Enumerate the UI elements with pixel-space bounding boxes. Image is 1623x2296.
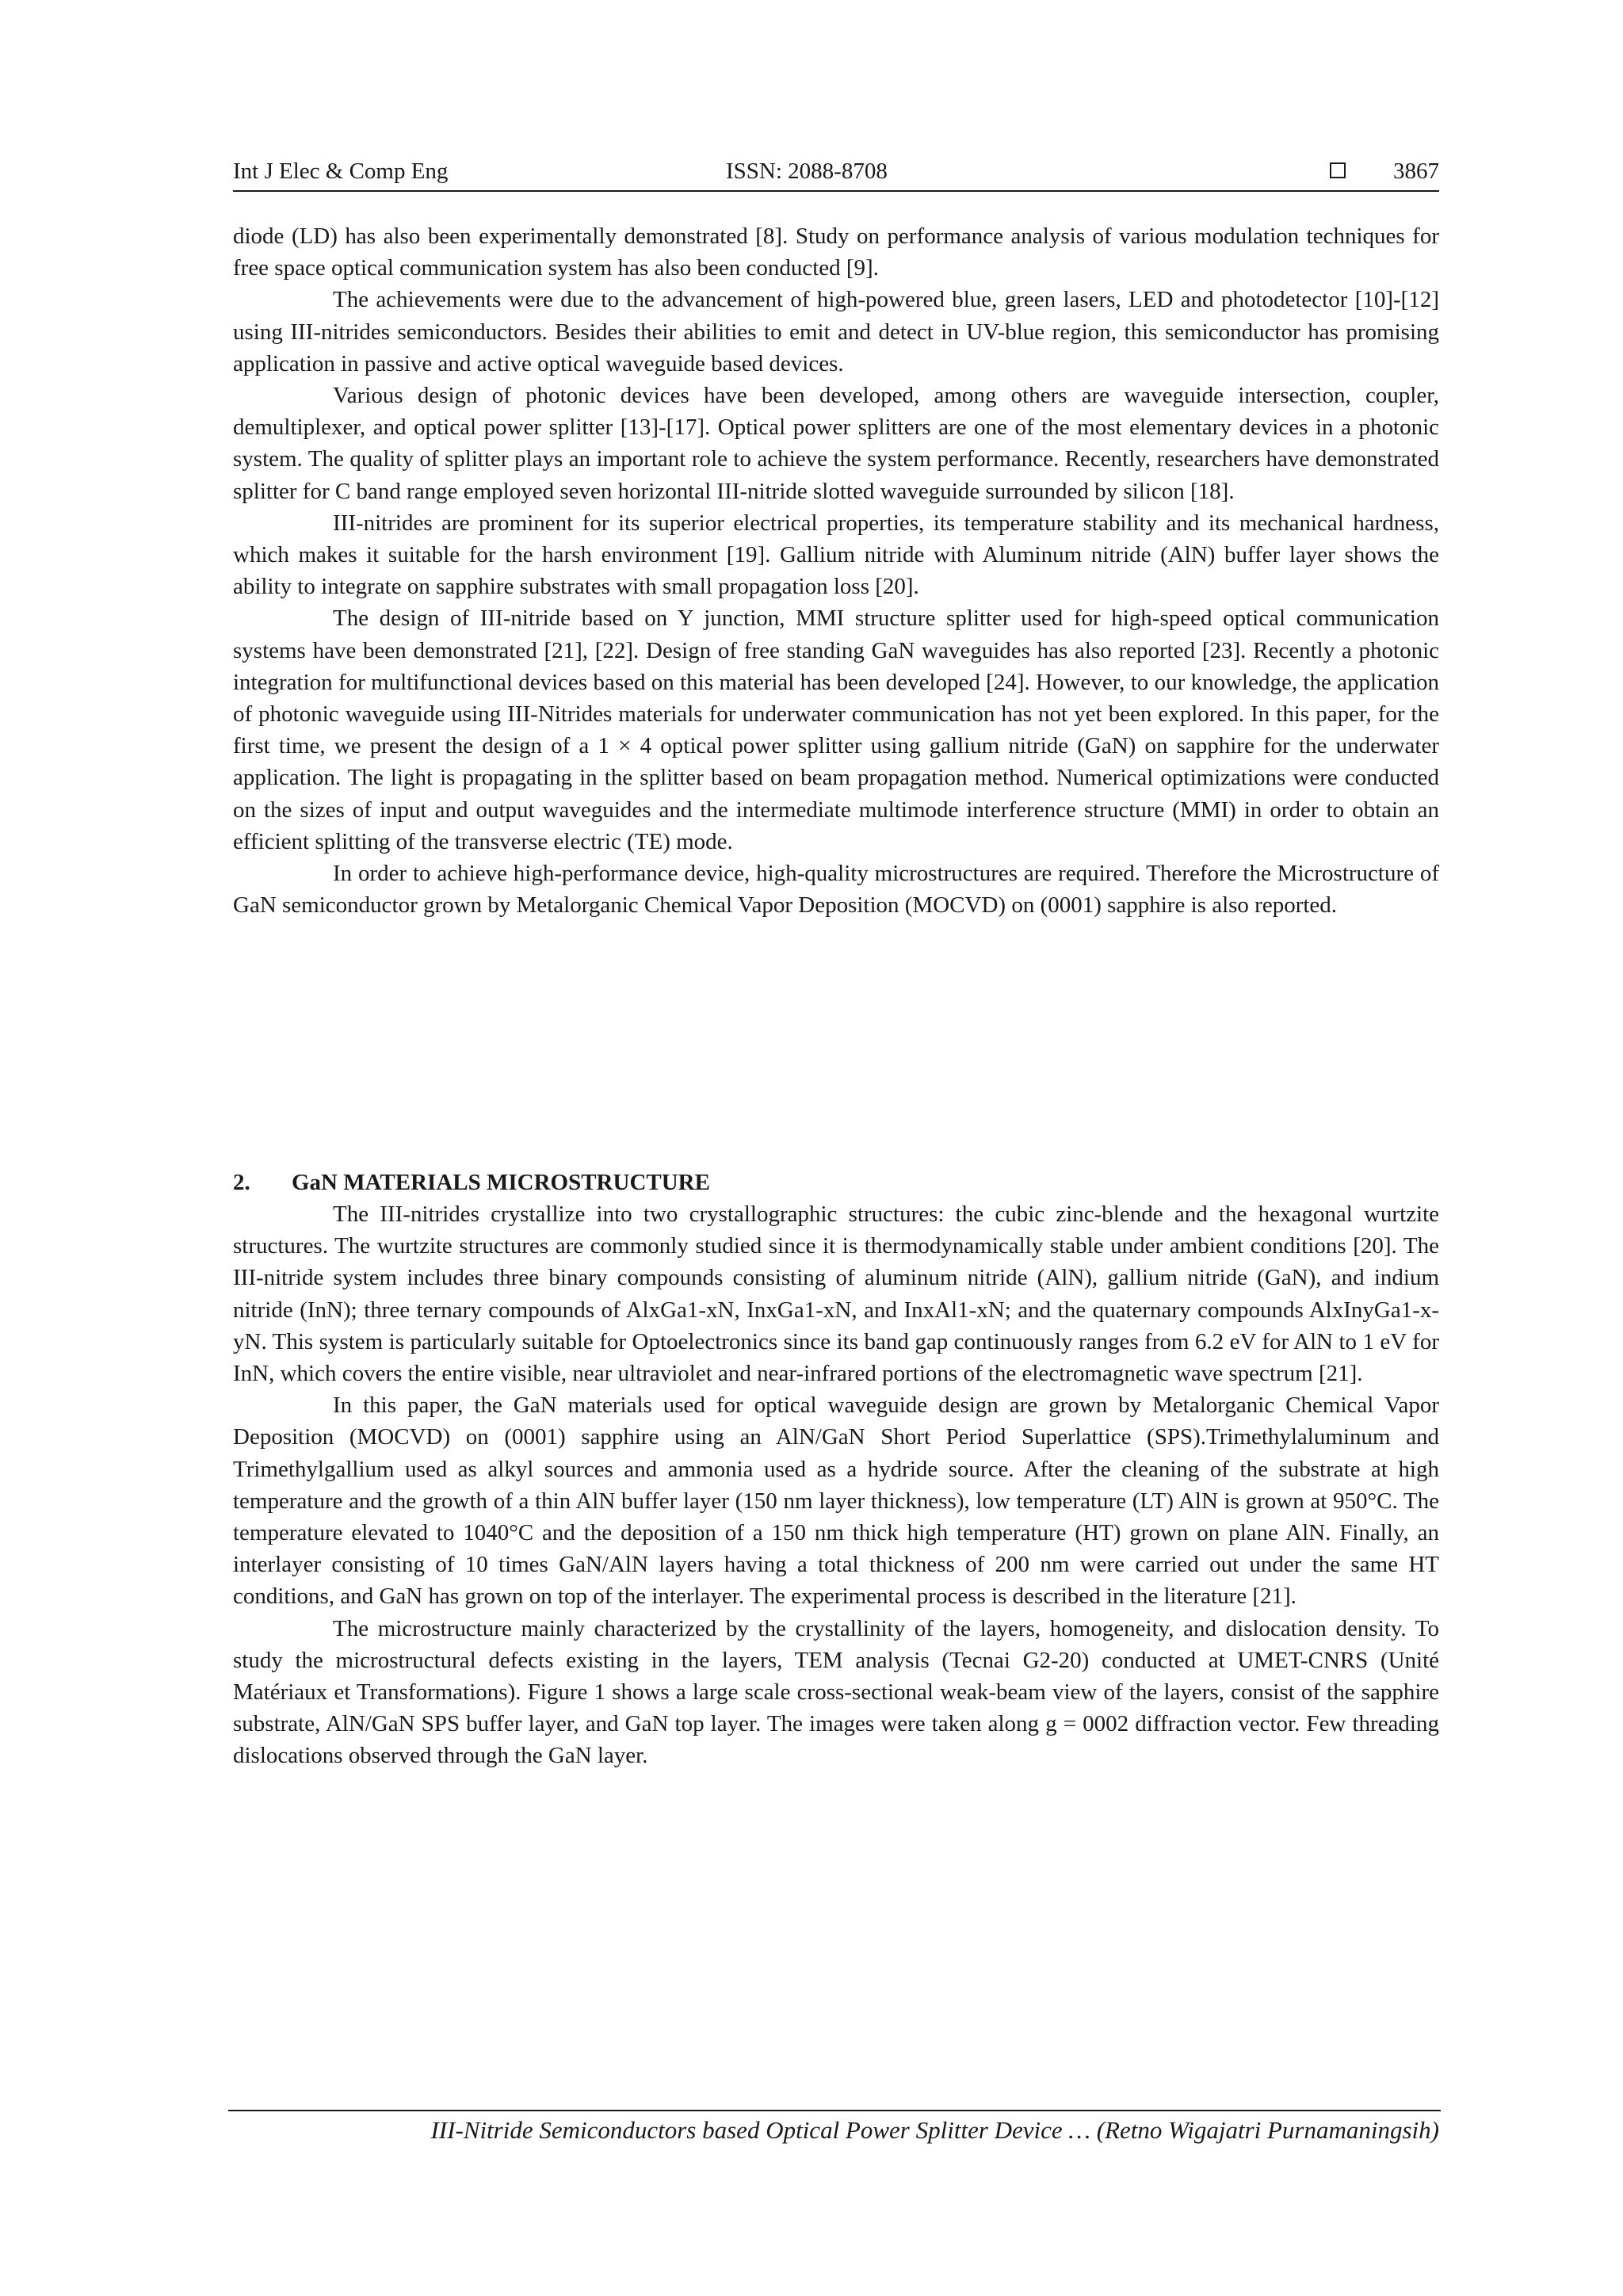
- section-title: GaN MATERIALS MICROSTRUCTURE: [292, 1170, 710, 1195]
- section-heading: [233, 1167, 1439, 1198]
- checkbox-square-icon: [1330, 162, 1346, 178]
- footer-rule: [228, 2110, 1441, 2111]
- paragraph: The design of III-nitride based on Y junction, MMI structure splitter used for high-speed optical communication systems have been demonstrated [21], [22]. Design of free standing GaN waveguides has also reported [23]. Recently a photonic integration for multifunctional devices based on this material has been developed [24]. However, to our knowledge, the application of photonic waveguide using III-Nitrides materials for underwater communication has not yet been explored. In this paper, for the first time, we present the design of a 1 × 4 optical power splitter using gallium nitride (GaN) on sapphire for the underwater application. The light is propagating in the splitter based on beam propagation method. Numerical optimizations were conducted on the sizes of input and output waveguides and the intermediate multimode interference structure (MMI) in order to obtain an efficient splitting of the transverse electric (TE) mode.: [233, 606, 1439, 854]
- paragraph: Various design of photonic devices have been developed, among others are waveguide intersection, coupler, demultiplexer, and optical power splitter [13]-[17]. Optical power splitters are one of the most elementary devices in a photonic system. The quality of splitter plays an important role to achieve the system performance. Recently, researchers have demonstrated splitter for C band range employed seven horizontal III-nitride slotted waveguide surrounded by silicon [18].: [233, 383, 1439, 504]
- paragraph: The microstructure mainly characterized by the crystallinity of the layers, homogeneity, and dislocation density. To study the microstructural defects existing in the layers, TEM analysis (Tecnai G2-20) conducted at UMET-CNRS (Unité Matériaux et Transformations). Figure 1 shows a large scale cross-sectional weak-beam view of the layers, consist of the sapphire substrate, AlN/GaN SPS buffer layer, and GaN top layer. The images were taken along g = 0002 diffraction vector. Few threading dislocations observed through the GaN layer.: [233, 1615, 1439, 1769]
- journal-name: Int J Elec & Comp Eng: [233, 159, 449, 184]
- issn: ISSN: 2088-8708: [726, 159, 888, 184]
- paragraph: In order to achieve high-performance device, high-quality microstructures are required. Therefore the Microstructure of GaN semiconductor grown by Metalorganic Chemical Vapor Deposition (MOCVD) on (0001) sapphire is also reported.: [233, 861, 1439, 919]
- intro-body: [233, 220, 1439, 921]
- page-header: [233, 157, 1439, 192]
- paragraph: diode (LD) has also been experimentally demonstrated [8]. Study on performance analysis of various modulation techniques for free space optical communication system has also been conducted [9].: [233, 223, 1439, 281]
- paragraph: III-nitrides are prominent for its superior electrical properties, its temperature stability and its mechanical hardness, which makes it suitable for the harsh environment [19]. Gallium nitride with Aluminum nitride (AlN) buffer layer shows the ability to integrate on sapphire substrates with small propagation loss [20].: [233, 510, 1439, 600]
- section-body: [233, 1198, 1439, 1772]
- page-number: 3867: [1393, 159, 1439, 184]
- paragraph: In this paper, the GaN materials used for optical waveguide design are grown by Metalorganic Chemical Vapor Deposition (MOCVD) on (0001) sapphire using an AlN/GaN Short Period Superlattice (SPS).Trimethylaluminum and Trimethylgallium used as alkyl sources and ammonia used as a hydride source. After the cleaning of the substrate at high temperature and the growth of a thin AlN buffer layer (150 nm layer thickness), low temperature (LT) AlN is grown at 950°C. The temperature elevated to 1040°C and the deposition of a 150 nm thick high temperature (HT) grown on plane AlN. Finally, an interlayer consisting of 10 times GaN/AlN layers having a total thickness of 200 nm were carried out under the same HT conditions, and GaN has grown on top of the interlayer. The experimental process is described in the literature [21].: [233, 1392, 1439, 1610]
- header-rule: [233, 190, 1439, 192]
- paragraph: The achievements were due to the advancement of high-powered blue, green lasers, LED and photodetector [10]-[12] using III-nitrides semiconductors. Besides their abilities to emit and detect in UV-blue region, this semiconductor has promising application in passive and active optical waveguide based devices.: [233, 287, 1439, 376]
- running-footer: III-Nitride Semiconductors based Optical Power Splitter Device … (Retno Wigajatri Purnamaningsih): [430, 2116, 1439, 2144]
- paragraph: The III-nitrides crystallize into two crystallographic structures: the cubic zinc-blende and the hexagonal wurtzite structures. The wurtzite structures are commonly studied since it is thermodynamically stable under ambient conditions [20]. The III-nitride system includes three binary compounds consisting of aluminum nitride (AlN), gallium nitride (GaN), and indium nitride (InN); three ternary compounds of AlxGa1-xN, InxGa1-xN, and InxAl1-xN; and the quaternary compounds AlxInyGa1-x-yN. This system is particularly suitable for Optoelectronics since its band gap continuously ranges from 6.2 eV for AlN to 1 eV for InN, which covers the entire visible, near ultraviolet and near-infrared portions of the electromagnetic wave spectrum [21].: [233, 1201, 1439, 1387]
- section-number: 2.: [233, 1170, 250, 1195]
